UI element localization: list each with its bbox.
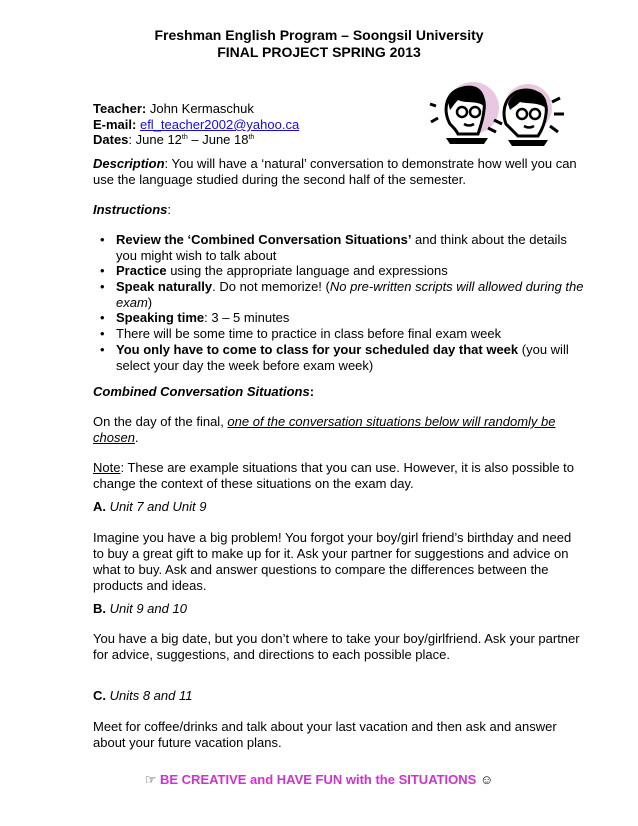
header-subtitle: FINAL PROJECT SPRING 2013	[217, 44, 421, 60]
instruction-bold: Speak naturally	[116, 279, 213, 294]
dates-label: Dates	[93, 132, 129, 147]
instruction-end: )	[147, 295, 153, 310]
instructions-colon: :	[167, 202, 172, 217]
instruction-italic: No pre-written scripts will allowed during the exam	[116, 279, 584, 310]
dates-prefix: : June 12	[128, 132, 182, 147]
instruction-text: There will be some time to practice in class before final exam week	[116, 326, 502, 341]
instruction-bold: Speaking time	[116, 310, 205, 325]
email-link[interactable]: efl_teacher2002@yahoo.ca	[139, 117, 300, 132]
footer-banner	[0, 772, 638, 788]
situation-units: Unit 9 and 10	[106, 601, 187, 616]
description-label: Description	[93, 156, 165, 171]
instruction-text: . Do not memorize! (	[212, 279, 330, 294]
intro-prefix: On the day of the final,	[93, 414, 228, 429]
instruction-item	[100, 232, 586, 264]
email-label: E-mail:	[93, 117, 137, 132]
intro-end: .	[134, 430, 139, 445]
bullet-icon: •	[100, 310, 105, 325]
dates-mid: – June 18	[187, 132, 249, 147]
instruction-text: using the appropriate language and expressions	[166, 263, 448, 278]
dates-line	[93, 132, 583, 148]
instruction-bold: Practice	[116, 263, 167, 278]
combined-heading	[93, 384, 583, 400]
footer-text: BE CREATIVE and HAVE FUN with the SITUATIONS	[156, 772, 480, 787]
situation-heading-b	[93, 601, 583, 617]
description-paragraph	[93, 156, 583, 188]
email-line	[93, 117, 583, 133]
teacher-name: John Kermaschuk	[146, 101, 254, 116]
bullet-icon: •	[100, 342, 105, 357]
combined-title: Combined Conversation Situations	[93, 384, 310, 399]
situation-text-b: You have a big date, but you don’t where to take your boy/girlfriend. Ask your partner for advice, suggestions, and directions to each possible place.	[93, 631, 580, 662]
teacher-line	[93, 101, 583, 117]
dates-sup-end: th	[248, 134, 255, 141]
situation-text-a: Imagine you have a big problem! You forgot your boy/girl friend’s birthday and need to buy a great gift to make up for it. Ask your partner for suggestions and advice on what to buy. Ask and answer questions to compare the differences between the products and ideas.	[93, 530, 572, 593]
bullet-icon: •	[100, 263, 105, 278]
bullet-icon: •	[100, 279, 105, 294]
pointing-hand-icon: ☞	[144, 772, 157, 787]
instruction-item	[100, 279, 586, 311]
instruction-text: : 3 – 5 minutes	[204, 310, 290, 325]
instruction-bold: You only have to come to class for your scheduled day that week	[116, 342, 519, 357]
situation-letter: B.	[93, 601, 106, 616]
instruction-text: (you will select your day the week before exam week)	[116, 342, 569, 373]
description-text: : You will have a ‘natural’ conversation to demonstrate how well you can use the language studied during the second half of the semester.	[93, 156, 577, 187]
note-label: Note	[93, 460, 121, 475]
situation-units: Unit 7 and Unit 9	[106, 499, 207, 514]
bullet-icon: •	[100, 326, 105, 341]
bullet-icon: •	[100, 232, 105, 247]
dates-sup-start: th	[181, 134, 188, 141]
smiley-icon: ☺	[479, 772, 494, 787]
teacher-label: Teacher:	[93, 101, 147, 116]
situation-letter: C.	[93, 688, 106, 703]
situation-text-c: Meet for coffee/drinks and talk about your last vacation and then ask and answer about your future vacation plans.	[93, 719, 557, 750]
instruction-item	[100, 326, 586, 342]
combined-intro	[93, 414, 583, 446]
header-title: Freshman English Program – Soongsil University	[154, 27, 484, 43]
situation-heading-c	[93, 688, 583, 704]
instruction-bold: Review the ‘Combined Conversation Situations’	[116, 232, 412, 247]
note-paragraph	[93, 460, 583, 492]
situation-heading-a	[93, 499, 583, 515]
instruction-item	[100, 342, 586, 374]
intro-underlined: one of the conversation situations below will randomly be chosen	[93, 414, 556, 445]
instruction-item	[100, 263, 586, 279]
instructions-heading	[93, 202, 583, 218]
combined-colon: :	[309, 384, 315, 399]
instruction-item	[100, 310, 586, 326]
instruction-text: and think about the details you might wish to talk about	[116, 232, 567, 263]
note-text: : These are example situations that you can use. However, it is also possible to change the context of these situations on the exam day.	[93, 460, 575, 491]
instructions-label: Instructions	[93, 202, 168, 217]
situation-letter: A.	[93, 499, 106, 514]
situation-units: Units 8 and 11	[106, 688, 193, 703]
